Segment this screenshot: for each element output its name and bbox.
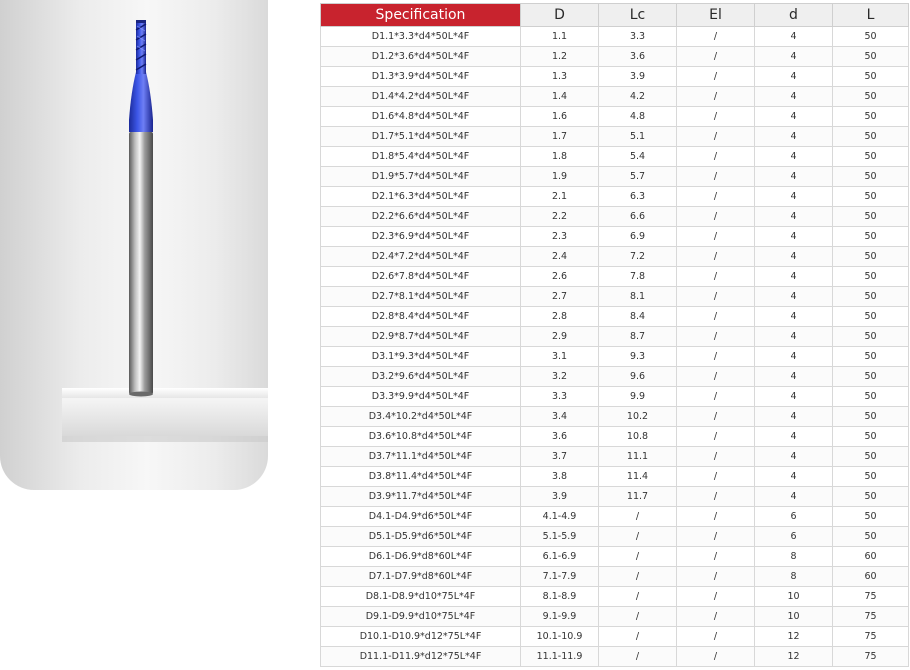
cell-specification: D11.1-D11.9*d12*75L*4F: [321, 647, 521, 667]
cell-specification: D6.1-D6.9*d8*60L*4F: [321, 547, 521, 567]
table-row: [321, 247, 909, 267]
cell-specification: D2.2*6.6*d4*50L*4F: [321, 207, 521, 227]
cell-d: 3.2: [521, 367, 599, 387]
header-length-l: L: [833, 4, 909, 27]
cell-d: 2.8: [521, 307, 599, 327]
cell-lc: /: [599, 527, 677, 547]
cell-length: 50: [833, 67, 909, 87]
header-row: [321, 4, 909, 27]
cell-d: 1.3: [521, 67, 599, 87]
cell-lc: 6.6: [599, 207, 677, 227]
cell-d: 1.4: [521, 87, 599, 107]
cell-d: 2.3: [521, 227, 599, 247]
cell-specification: D2.8*8.4*d4*50L*4F: [321, 307, 521, 327]
header-lc: Lc: [599, 4, 677, 27]
cell-lc: 7.8: [599, 267, 677, 287]
table-row: [321, 187, 909, 207]
cell-d: 2.6: [521, 267, 599, 287]
cell-length: 60: [833, 547, 909, 567]
table-row: [321, 387, 909, 407]
cell-length: 50: [833, 127, 909, 147]
cell-shank-d: 8: [755, 567, 833, 587]
cell-el: /: [677, 167, 755, 187]
table-row: [321, 207, 909, 227]
cell-shank-d: 4: [755, 407, 833, 427]
cell-shank-d: 10: [755, 607, 833, 627]
cell-length: 50: [833, 507, 909, 527]
cell-el: /: [677, 327, 755, 347]
table-row: [321, 227, 909, 247]
cell-specification: D8.1-D8.9*d10*75L*4F: [321, 587, 521, 607]
cell-lc: 10.8: [599, 427, 677, 447]
cell-lc: 8.7: [599, 327, 677, 347]
shelf-front: [62, 398, 268, 436]
cell-el: /: [677, 447, 755, 467]
cell-d: 3.6: [521, 427, 599, 447]
cell-d: 10.1-10.9: [521, 627, 599, 647]
table-row: [321, 427, 909, 447]
cell-d: 1.8: [521, 147, 599, 167]
table-row: [321, 267, 909, 287]
cell-lc: /: [599, 587, 677, 607]
cell-lc: /: [599, 547, 677, 567]
cell-el: /: [677, 387, 755, 407]
cell-d: 1.1: [521, 27, 599, 47]
cell-specification: D5.1-D5.9*d6*50L*4F: [321, 527, 521, 547]
cell-el: /: [677, 147, 755, 167]
cell-specification: D2.3*6.9*d4*50L*4F: [321, 227, 521, 247]
cell-length: 50: [833, 407, 909, 427]
cell-el: /: [677, 407, 755, 427]
table-row: [321, 487, 909, 507]
cell-lc: 6.3: [599, 187, 677, 207]
cell-length: 50: [833, 27, 909, 47]
cell-d: 2.4: [521, 247, 599, 267]
cell-shank-d: 12: [755, 647, 833, 667]
cell-length: 50: [833, 47, 909, 67]
cell-lc: 8.4: [599, 307, 677, 327]
cell-el: /: [677, 87, 755, 107]
cell-lc: 9.3: [599, 347, 677, 367]
cell-specification: D3.9*11.7*d4*50L*4F: [321, 487, 521, 507]
cell-shank-d: 4: [755, 207, 833, 227]
cell-lc: /: [599, 647, 677, 667]
cell-shank-d: 4: [755, 187, 833, 207]
cell-specification: D3.3*9.9*d4*50L*4F: [321, 387, 521, 407]
cell-specification: D3.7*11.1*d4*50L*4F: [321, 447, 521, 467]
header-d-diameter: D: [521, 4, 599, 27]
table-row: [321, 367, 909, 387]
cell-el: /: [677, 587, 755, 607]
cell-specification: D1.1*3.3*d4*50L*4F: [321, 27, 521, 47]
cell-specification: D3.6*10.8*d4*50L*4F: [321, 427, 521, 447]
cell-shank-d: 8: [755, 547, 833, 567]
table-row: [321, 87, 909, 107]
cell-el: /: [677, 567, 755, 587]
cell-shank-d: 4: [755, 87, 833, 107]
product-image-panel: [0, 0, 268, 490]
cell-el: /: [677, 627, 755, 647]
cell-length: 50: [833, 267, 909, 287]
table-row: [321, 147, 909, 167]
cell-el: /: [677, 647, 755, 667]
cell-lc: /: [599, 507, 677, 527]
tool-shank: [129, 132, 153, 394]
cell-el: /: [677, 247, 755, 267]
cell-specification: D7.1-D7.9*d8*60L*4F: [321, 567, 521, 587]
cell-length: 50: [833, 107, 909, 127]
cell-d: 8.1-8.9: [521, 587, 599, 607]
cell-lc: 5.1: [599, 127, 677, 147]
cell-shank-d: 4: [755, 167, 833, 187]
cell-lc: 4.8: [599, 107, 677, 127]
cell-el: /: [677, 227, 755, 247]
cell-specification: D1.4*4.2*d4*50L*4F: [321, 87, 521, 107]
cell-specification: D1.7*5.1*d4*50L*4F: [321, 127, 521, 147]
table-row: [321, 647, 909, 667]
table-row: [321, 547, 909, 567]
cell-length: 50: [833, 427, 909, 447]
header-el: El: [677, 4, 755, 27]
cell-specification: D2.9*8.7*d4*50L*4F: [321, 327, 521, 347]
cell-el: /: [677, 507, 755, 527]
cell-d: 1.2: [521, 47, 599, 67]
cell-shank-d: 4: [755, 387, 833, 407]
cell-length: 75: [833, 607, 909, 627]
table-row: [321, 587, 909, 607]
cell-shank-d: 4: [755, 227, 833, 247]
table-row: [321, 507, 909, 527]
table-row: [321, 107, 909, 127]
cell-lc: 3.6: [599, 47, 677, 67]
cell-length: 50: [833, 147, 909, 167]
table-row: [321, 407, 909, 427]
table-row: [321, 447, 909, 467]
cell-lc: 9.6: [599, 367, 677, 387]
cell-d: 3.3: [521, 387, 599, 407]
cell-shank-d: 4: [755, 247, 833, 267]
cell-length: 60: [833, 567, 909, 587]
cell-specification: D2.7*8.1*d4*50L*4F: [321, 287, 521, 307]
cell-specification: D2.6*7.8*d4*50L*4F: [321, 267, 521, 287]
cell-shank-d: 4: [755, 27, 833, 47]
table-body: [321, 27, 909, 667]
cell-length: 75: [833, 627, 909, 647]
cell-specification: D2.1*6.3*d4*50L*4F: [321, 187, 521, 207]
cell-el: /: [677, 187, 755, 207]
cell-el: /: [677, 527, 755, 547]
cell-el: /: [677, 607, 755, 627]
header-shank-d: d: [755, 4, 833, 27]
cell-length: 50: [833, 387, 909, 407]
cell-length: 50: [833, 167, 909, 187]
table-row: [321, 567, 909, 587]
cell-d: 6.1-6.9: [521, 547, 599, 567]
shelf-top: [62, 388, 268, 398]
cell-length: 50: [833, 527, 909, 547]
cell-specification: D1.6*4.8*d4*50L*4F: [321, 107, 521, 127]
cell-shank-d: 4: [755, 327, 833, 347]
cell-specification: D3.8*11.4*d4*50L*4F: [321, 467, 521, 487]
cell-lc: 11.1: [599, 447, 677, 467]
cell-d: 3.1: [521, 347, 599, 367]
cell-d: 1.6: [521, 107, 599, 127]
cell-el: /: [677, 67, 755, 87]
cell-shank-d: 4: [755, 67, 833, 87]
cell-length: 50: [833, 467, 909, 487]
table-row: [321, 607, 909, 627]
cell-shank-d: 4: [755, 287, 833, 307]
cell-el: /: [677, 127, 755, 147]
cell-lc: /: [599, 627, 677, 647]
cell-length: 50: [833, 347, 909, 367]
cell-shank-d: 4: [755, 47, 833, 67]
cell-length: 50: [833, 187, 909, 207]
cell-lc: 3.3: [599, 27, 677, 47]
cell-d: 3.7: [521, 447, 599, 467]
cell-length: 50: [833, 367, 909, 387]
cell-specification: D1.2*3.6*d4*50L*4F: [321, 47, 521, 67]
cell-el: /: [677, 287, 755, 307]
cell-length: 50: [833, 87, 909, 107]
cell-d: 2.9: [521, 327, 599, 347]
cell-shank-d: 10: [755, 587, 833, 607]
cell-shank-d: 4: [755, 487, 833, 507]
cell-shank-d: 12: [755, 627, 833, 647]
table-row: [321, 127, 909, 147]
cell-d: 5.1-5.9: [521, 527, 599, 547]
table-row: [321, 627, 909, 647]
cell-lc: 3.9: [599, 67, 677, 87]
table-row: [321, 67, 909, 87]
cell-length: 50: [833, 247, 909, 267]
cell-d: 3.9: [521, 487, 599, 507]
cell-shank-d: 6: [755, 507, 833, 527]
cell-specification: D1.3*3.9*d4*50L*4F: [321, 67, 521, 87]
cell-el: /: [677, 107, 755, 127]
cell-d: 2.1: [521, 187, 599, 207]
cell-specification: D1.8*5.4*d4*50L*4F: [321, 147, 521, 167]
cell-el: /: [677, 207, 755, 227]
cell-lc: 4.2: [599, 87, 677, 107]
table-row: [321, 467, 909, 487]
cell-length: 50: [833, 327, 909, 347]
header-specification: Specification: [321, 4, 521, 27]
cell-d: 11.1-11.9: [521, 647, 599, 667]
cell-el: /: [677, 47, 755, 67]
cell-shank-d: 4: [755, 107, 833, 127]
cell-el: /: [677, 367, 755, 387]
cell-el: /: [677, 427, 755, 447]
cell-specification: D9.1-D9.9*d10*75L*4F: [321, 607, 521, 627]
cell-length: 50: [833, 307, 909, 327]
specification-table: [320, 3, 909, 667]
cell-lc: 11.7: [599, 487, 677, 507]
cell-el: /: [677, 547, 755, 567]
cell-shank-d: 4: [755, 367, 833, 387]
cell-el: /: [677, 307, 755, 327]
table-row: [321, 527, 909, 547]
cell-length: 50: [833, 227, 909, 247]
table-row: [321, 167, 909, 187]
table-row: [321, 27, 909, 47]
cell-el: /: [677, 347, 755, 367]
cell-length: 75: [833, 647, 909, 667]
cell-specification: D3.4*10.2*d4*50L*4F: [321, 407, 521, 427]
cell-d: 1.7: [521, 127, 599, 147]
cell-lc: /: [599, 607, 677, 627]
cell-d: 4.1-4.9: [521, 507, 599, 527]
table-row: [321, 347, 909, 367]
cell-lc: 7.2: [599, 247, 677, 267]
cell-d: 3.4: [521, 407, 599, 427]
cell-length: 50: [833, 487, 909, 507]
table-row: [321, 47, 909, 67]
tool-neck: [129, 72, 153, 132]
cell-shank-d: 4: [755, 307, 833, 327]
cell-specification: D3.1*9.3*d4*50L*4F: [321, 347, 521, 367]
cell-d: 2.2: [521, 207, 599, 227]
cell-d: 1.9: [521, 167, 599, 187]
cell-shank-d: 4: [755, 467, 833, 487]
cell-shank-d: 4: [755, 267, 833, 287]
cell-d: 9.1-9.9: [521, 607, 599, 627]
cell-el: /: [677, 267, 755, 287]
cell-lc: /: [599, 567, 677, 587]
table-row: [321, 327, 909, 347]
cell-lc: 8.1: [599, 287, 677, 307]
cell-shank-d: 4: [755, 427, 833, 447]
cell-specification: D1.9*5.7*d4*50L*4F: [321, 167, 521, 187]
cell-el: /: [677, 27, 755, 47]
cell-el: /: [677, 467, 755, 487]
cell-lc: 6.9: [599, 227, 677, 247]
cell-shank-d: 4: [755, 127, 833, 147]
table-header: [321, 4, 909, 27]
end-mill-illustration: [0, 0, 268, 490]
cell-specification: D3.2*9.6*d4*50L*4F: [321, 367, 521, 387]
cell-el: /: [677, 487, 755, 507]
cell-shank-d: 4: [755, 347, 833, 367]
cell-length: 50: [833, 207, 909, 227]
cell-lc: 9.9: [599, 387, 677, 407]
cell-length: 50: [833, 287, 909, 307]
cell-specification: D2.4*7.2*d4*50L*4F: [321, 247, 521, 267]
cell-lc: 10.2: [599, 407, 677, 427]
cell-lc: 11.4: [599, 467, 677, 487]
cell-length: 75: [833, 587, 909, 607]
table-row: [321, 287, 909, 307]
cell-specification: D4.1-D4.9*d6*50L*4F: [321, 507, 521, 527]
cell-specification: D10.1-D10.9*d12*75L*4F: [321, 627, 521, 647]
cell-d: 7.1-7.9: [521, 567, 599, 587]
cell-shank-d: 4: [755, 147, 833, 167]
table-row: [321, 307, 909, 327]
cell-d: 3.8: [521, 467, 599, 487]
cell-lc: 5.7: [599, 167, 677, 187]
cell-shank-d: 6: [755, 527, 833, 547]
cell-shank-d: 4: [755, 447, 833, 467]
cell-length: 50: [833, 447, 909, 467]
cell-lc: 5.4: [599, 147, 677, 167]
cell-d: 2.7: [521, 287, 599, 307]
